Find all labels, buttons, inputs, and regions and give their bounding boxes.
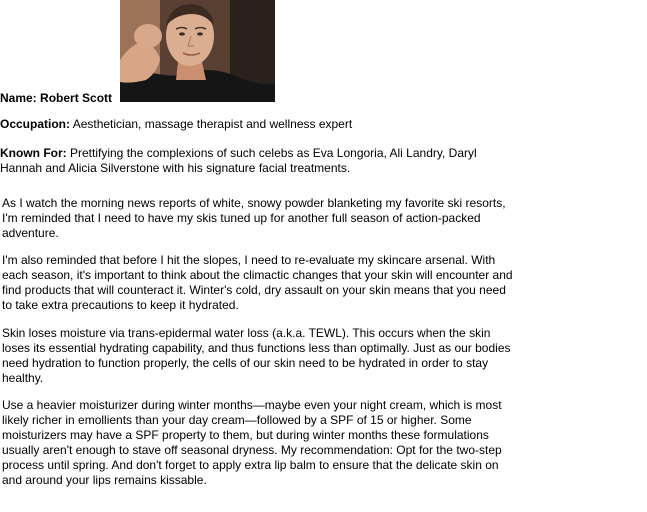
known-for-label: Known For: (0, 146, 67, 160)
portrait-illustration (120, 0, 275, 102)
name-label: Name: (0, 91, 37, 105)
known-for-line (0, 146, 520, 176)
name-value: Robert Scott (40, 91, 113, 105)
article-paragraph-2: I'm also reminded that before I hit the slopes, I need to re-evaluate my skincare arsenal. With each season, it's important to think about the climactic changes that your skin will encounter and find products that will counteract it. Winter's cold, dry assault on your skin means that you need to take extra precautions to keep it hydrated. (2, 253, 513, 312)
portrait-photo (120, 0, 275, 102)
article-paragraph-3: Skin loses moisture via trans-epidermal water loss (a.k.a. TEWL). This occurs when the skin loses its essential hydrating capability, and thus functions less than optimally. Just as our bodies need hydration to function properly, the cells of our skin need to be hydrated in order to stay healthy. (2, 326, 511, 385)
occupation-value: Aesthetician, massage therapist and wellness expert (72, 117, 353, 131)
name-line (0, 91, 112, 105)
occupation-line (0, 117, 515, 132)
article-paragraph-4: Use a heavier moisturizer during winter months—maybe even your night cream, which is most likely richer in emollients than your day cream—followed by a SPF of 15 or higher. Some moisturizers may have a SPF property to them, but during winter months these formulations usually aren't enough to stave off seasonal dryness. My recommendation: Opt for the two-step process until spring. And don't forget to apply extra lip balm to ensure that the delicate skin on and around your lips remains kissable. (2, 398, 502, 487)
known-for-value: Prettifying the complexions of such celebs as Eva Longoria, Ali Landry, Daryl Hannah and Alicia Silverstone with his signature facial treatments. (0, 146, 477, 175)
article-paragraph-1: As I watch the morning news reports of white, snowy powder blanketing my favorite ski resorts, I'm reminded that I need to have my skis tuned up for another full season of action-packed adventure. (2, 196, 506, 240)
occupation-label: Occupation: (0, 117, 71, 131)
